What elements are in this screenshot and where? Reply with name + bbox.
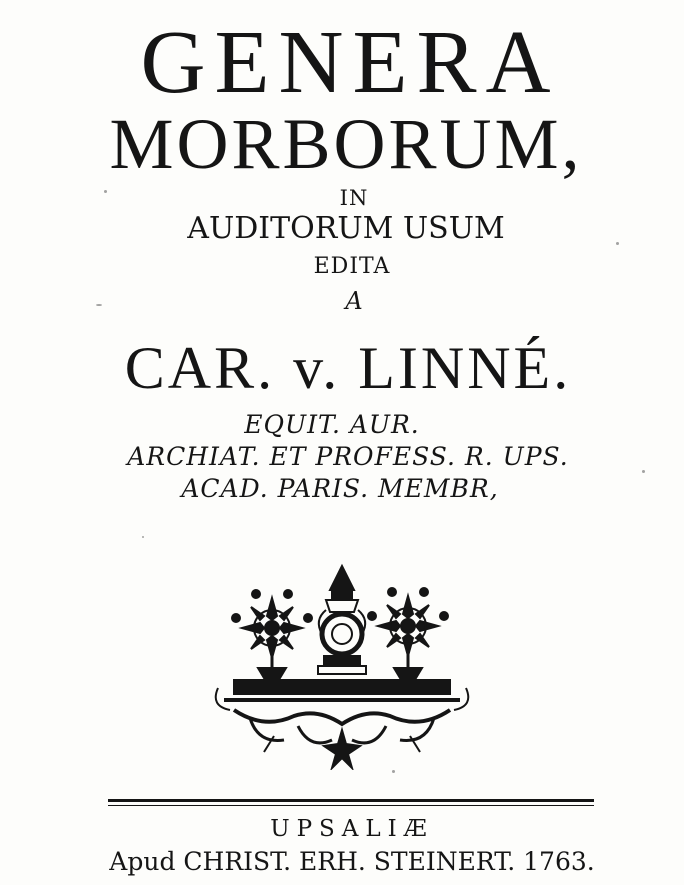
paper-speck: [142, 536, 144, 538]
paper-speck: [104, 190, 107, 193]
paper-speck: [392, 770, 395, 773]
title-line-genera: GENERA: [140, 13, 560, 112]
credential-line-1: EQUIT. AUR.: [244, 410, 420, 439]
title-line-morborum: MORBORUM,: [109, 104, 583, 184]
printers-ornament-icon: [214, 560, 470, 770]
paper-speck: [616, 242, 619, 245]
word-a: A: [345, 287, 363, 315]
paper-speck: [96, 304, 102, 306]
author-name: CAR. v. LINNÉ.: [124, 335, 572, 401]
credential-line-2: ARCHIAT. ET PROFESS. R. UPS.: [127, 442, 569, 471]
imprint-line: Apud CHRIST. ERH. STEINERT. 1763.: [109, 847, 595, 876]
word-in: IN: [339, 186, 369, 210]
place-of-publication: UPSALIÆ: [270, 816, 434, 842]
word-edita: EDITA: [313, 254, 391, 279]
auditorum-usum-line: AUDITORUM USUM: [187, 211, 505, 246]
double-rule-thick: [108, 799, 594, 802]
credential-line-3: ACAD. PARIS. MEMBR,: [181, 474, 499, 503]
double-rule-thin: [108, 805, 594, 806]
paper-speck: [642, 470, 645, 473]
